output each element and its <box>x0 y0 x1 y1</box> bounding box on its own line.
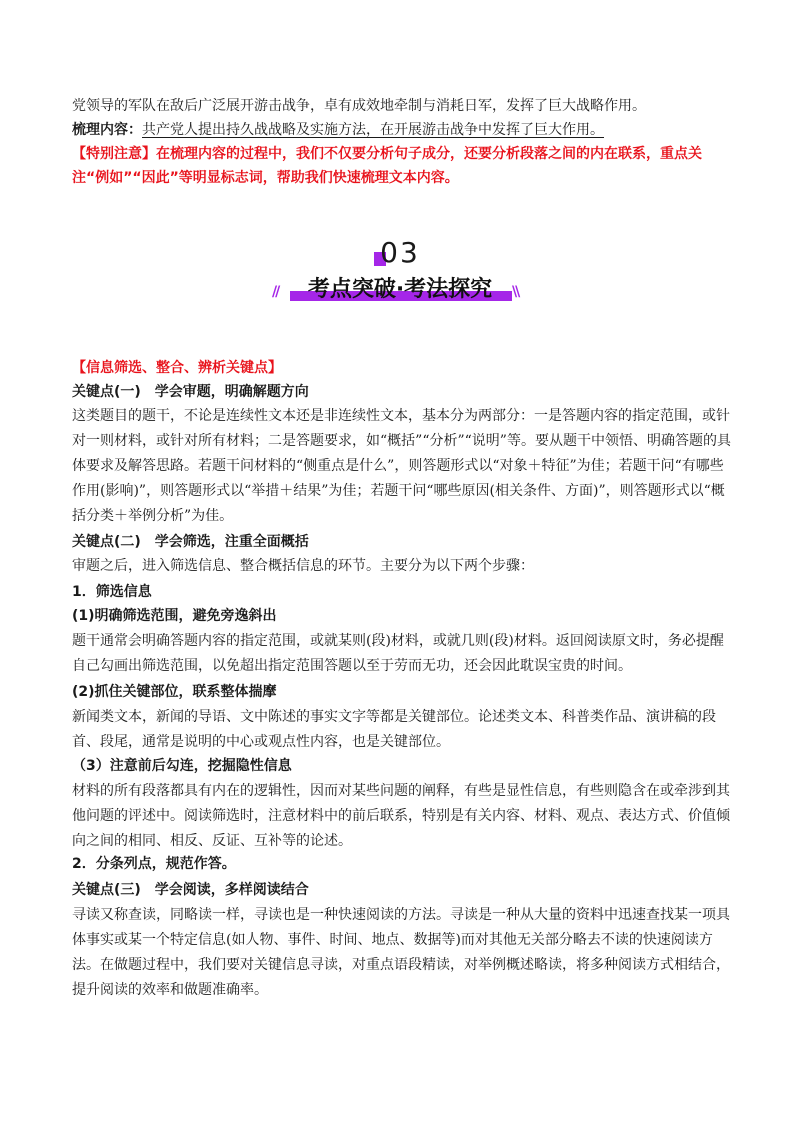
step-1b-text: 新闻类文本，新闻的导语、文中陈述的事实文字等都是关键部位。论述类文本、科普类作品、演讲稿的段首、段尾，通常是说明的中心或观点性内容，也是关键部位。 <box>72 709 716 750</box>
step-1c-title: （3）注意前后勾连，挖掘隐性信息 <box>72 758 292 774</box>
key-point-1-text: 这类题目的题干，不论是连续性文本还是非连续性文本，基本分为两部分：一是答题内容的指定范围，或针对一则材料，或针对所有材料；二是答题要求，如“概括”“分析”“说明”等。要从题干中领悟、明确答题的具体要求及解答思路。若题干问材料的“侧重点是什么”，则答题形式以“对象＋特征”为佳；若题干问“有哪些作用(影响)”，则答题形式以“举措＋结果”为佳；若题干问“哪些原因(相关条件、方面)”，则答题形式以“概括分类＋举例分析”为佳。 <box>72 408 731 524</box>
section-number: 03 <box>380 236 420 269</box>
key-point-3-text: 寻读又称查读，同略读一样，寻读也是一种快速阅读的方法。寻读是一种从大量的资料中迅速查找某一项具体事实或某一个特定信息(如人物、事件、时间、地点、数据等)而对其他无关部分略去不读的快速阅读方法。在做题过程中，我们要对关键信息寻读，对重点语段精读，对举例概述略读，将多种阅读方式相结合，提升阅读的效率和做题准确率。 <box>72 907 730 998</box>
note-label: 【特别注意】 <box>72 146 156 162</box>
left-decoration: // <box>272 284 279 300</box>
step-1a-title: (1)明确筛选范围，避免旁逸斜出 <box>72 608 277 624</box>
step-1c-text: 材料的所有段落都具有内在的逻辑性，因而对某些问题的阐释，有些是显性信息，有些则隐含在或牵涉到其他问题的评述中。阅读筛选时，注意材料中的前后联系，特别是有关内容、材料、观点、表达方式、价值倾向之间的相同、相反、反证、互补等的论述。 <box>72 783 730 849</box>
key-point-2-title: 关键点(二) 学会筛选，注重全面概括 <box>72 534 309 550</box>
summary-label: 梳理内容： <box>72 122 142 138</box>
key-point-3-title: 关键点(三) 学会阅读，多样阅读结合 <box>72 882 309 898</box>
content-heading: 【信息筛选、整合、辨析关键点】 <box>72 360 282 376</box>
step-1-title: 1．筛选信息 <box>72 584 152 600</box>
right-decoration: \\ <box>512 284 519 300</box>
step-1a-text: 题干通常会明确答题内容的指定范围，或就某则(段)材料，或就几则(段)材料。返回阅读原文时，务必提醒自己勾画出筛选范围，以免超出指定范围答题以至于劳而无功，还会因此耽误宝贵的时间。 <box>72 633 724 674</box>
intro-line: 党领导的军队在敌后广泛展开游击战争，卓有成效地牵制与消耗日军，发挥了巨大战略作用。 <box>72 98 646 114</box>
section-title: 考点突破·考法探究 <box>307 277 493 302</box>
special-note <box>72 142 732 190</box>
step-1b-title: (2)抓住关键部位，联系整体揣摩 <box>72 684 277 700</box>
summary-text: 共产党人提出持久战战略及实施方法，在开展游击战争中发挥了巨大作用。 <box>142 122 604 138</box>
summary-line <box>72 118 732 142</box>
step-2-title: 2．分条列点，规范作答。 <box>72 856 236 872</box>
key-point-2-text: 审题之后，进入筛选信息、整合概括信息的环节。主要分为以下两个步骤： <box>72 558 534 574</box>
note-text: 在梳理内容的过程中，我们不仅要分析句子成分，还要分析段落之间的内在联系，重点关注“例如”“因此”等明显标志词，帮助我们快速梳理文本内容。 <box>72 146 702 186</box>
key-point-1-title: 关键点(一) 学会审题，明确解题方向 <box>72 384 309 400</box>
